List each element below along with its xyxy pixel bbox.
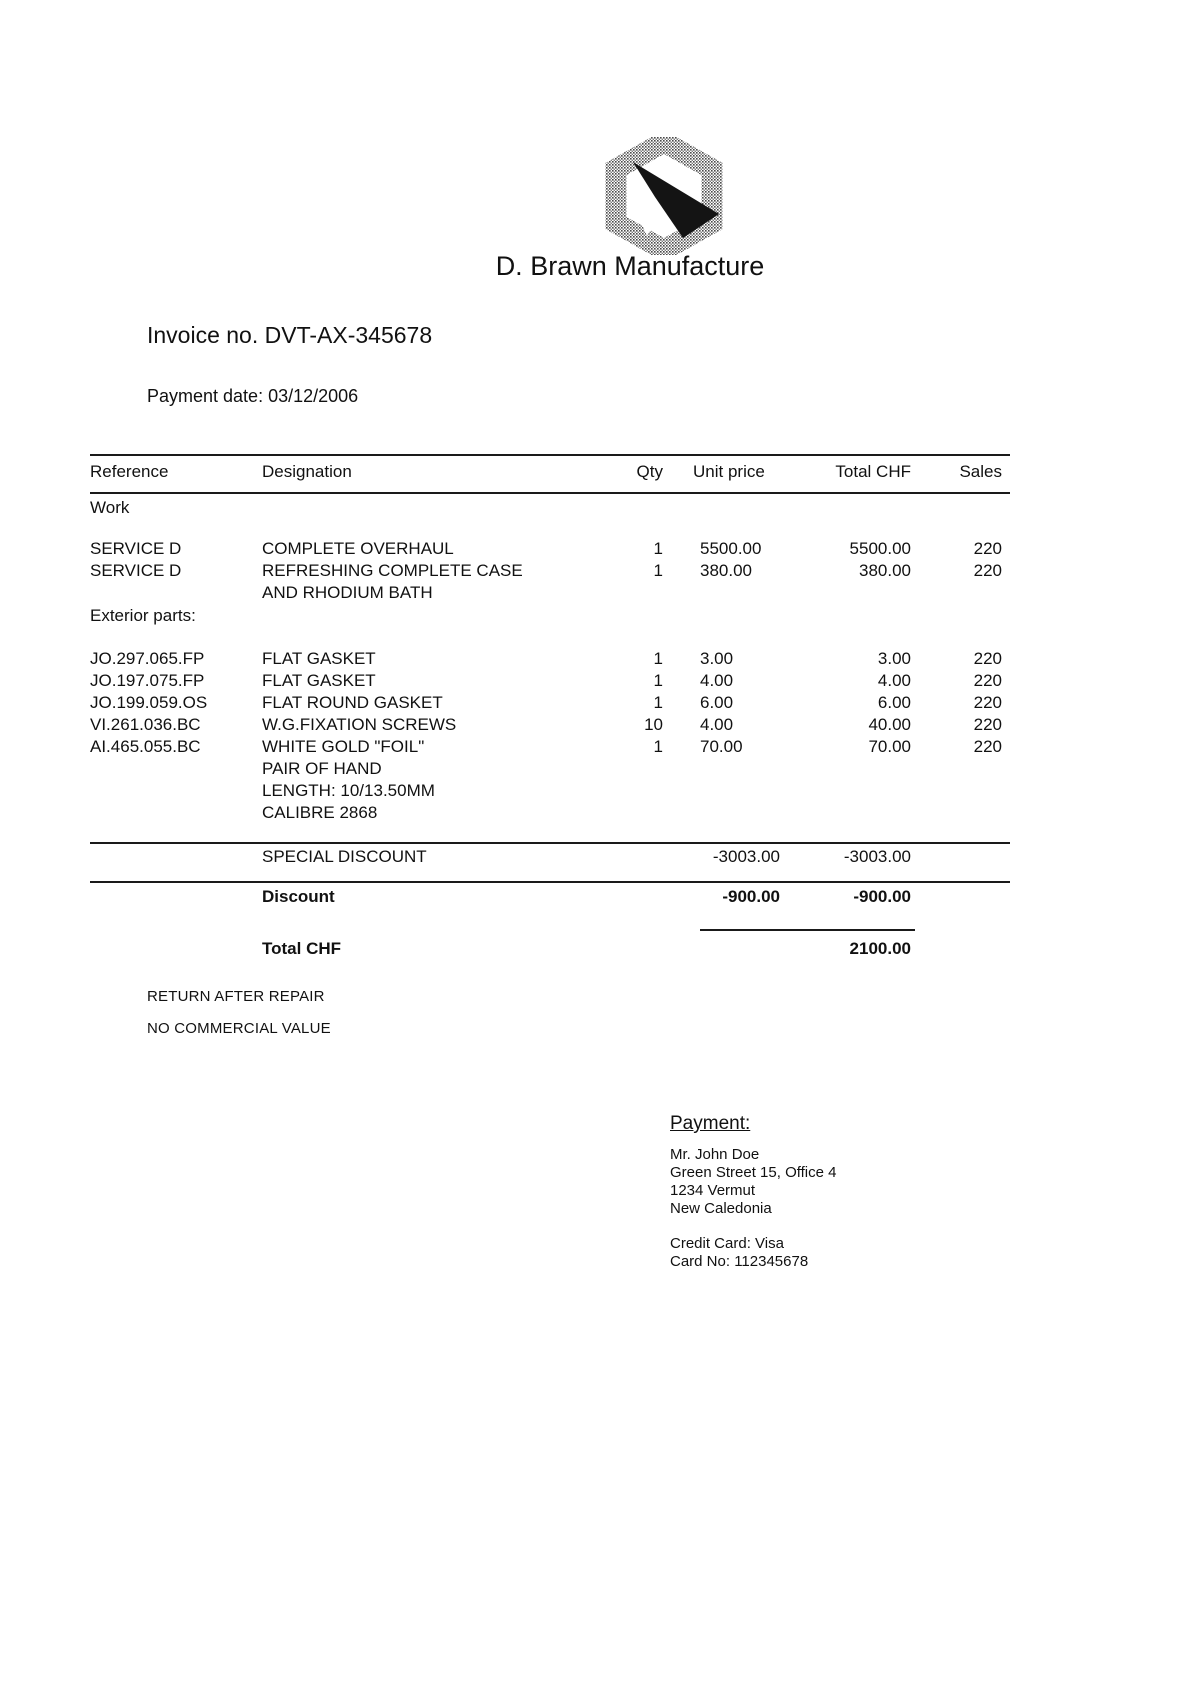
cell-total: 3.00 — [877, 649, 911, 668]
designation-line: FLAT GASKET — [262, 649, 376, 668]
cell-reference: AI.465.055.BC — [90, 737, 201, 756]
cell-reference: JO.197.075.FP — [90, 671, 205, 690]
table-row — [90, 736, 1010, 824]
cell-total: 70.00 — [868, 737, 911, 756]
payment-date: Payment date: 03/12/2006 — [147, 386, 359, 406]
cell-unit-price: 6.00 — [700, 693, 734, 712]
cell-reference: JO.297.065.FP — [90, 649, 205, 668]
exterior-parts-items — [90, 648, 1010, 824]
col-header-total-chf: Total CHF — [835, 462, 911, 481]
designation-line: FLAT GASKET — [262, 671, 376, 690]
spacer — [90, 939, 262, 959]
cell-sales: 220 — [973, 715, 1002, 734]
designation-line: FLAT ROUND GASKET — [262, 693, 443, 712]
designation-line: COMPLETE OVERHAUL — [262, 539, 454, 558]
cell-sales: 220 — [973, 561, 1002, 580]
cell-total: 380.00 — [859, 561, 911, 580]
cell-qty: 1 — [653, 737, 663, 756]
cell-reference: VI.261.036.BC — [90, 715, 201, 734]
total-label: SPECIAL DISCOUNT — [262, 847, 427, 866]
spacer — [90, 887, 262, 907]
notes — [147, 988, 331, 1038]
payment-address — [670, 1146, 836, 1218]
card-number-line: Card No: 112345678 — [670, 1253, 809, 1270]
col-header-qty: Qty — [636, 462, 663, 481]
table-row — [90, 648, 1010, 670]
cell-reference: SERVICE D — [90, 561, 182, 580]
cell-designation — [262, 560, 602, 604]
card-type-line: Credit Card: Visa — [670, 1235, 784, 1252]
company-logo-icon — [597, 137, 732, 255]
spacer — [915, 887, 1010, 907]
cell-qty: 1 — [653, 693, 663, 712]
cell-designation — [262, 736, 602, 824]
total-value: -3003.00 — [843, 847, 911, 866]
designation-line: WHITE GOLD "FOIL" — [262, 737, 425, 756]
cell-qty: 1 — [653, 561, 663, 580]
table-row — [90, 714, 1010, 736]
cell-sales: 220 — [973, 539, 1002, 558]
cell-qty: 1 — [653, 539, 663, 558]
cell-unit-price: 70.00 — [700, 737, 743, 756]
discount-row — [90, 883, 1010, 907]
total-label: Total CHF — [262, 939, 342, 958]
total-value: -900.00 — [853, 887, 911, 906]
section-title-exterior-parts: Exterior parts: — [90, 606, 196, 625]
grand-total-value: 2100.00 — [849, 939, 911, 958]
table-header-rule — [90, 492, 1010, 494]
company-logo — [597, 137, 732, 255]
cell-designation — [262, 714, 602, 736]
total-unit-value: -3003.00 — [712, 847, 780, 866]
cell-qty: 1 — [653, 671, 663, 690]
address-line: Green Street 15, Office 4 — [670, 1164, 837, 1181]
payment-title: Payment: — [670, 1113, 751, 1134]
note-no-commercial-value: NO COMMERCIAL VALUE — [147, 1020, 331, 1037]
designation-line: W.G.FIXATION SCREWS — [262, 715, 457, 734]
cell-total: 6.00 — [877, 693, 911, 712]
cell-designation — [262, 670, 602, 692]
total-label: Discount — [262, 887, 335, 906]
address-line: New Caledonia — [670, 1200, 772, 1217]
cell-qty: 10 — [644, 715, 663, 734]
cell-designation — [262, 648, 602, 670]
cell-total: 40.00 — [868, 715, 911, 734]
cell-unit-price: 3.00 — [700, 649, 734, 668]
work-items — [90, 538, 1010, 604]
cell-total: 4.00 — [877, 671, 911, 690]
section-title-work: Work — [90, 498, 130, 517]
grand-total-row — [90, 931, 1010, 959]
table-row — [90, 670, 1010, 692]
cell-reference: SERVICE D — [90, 539, 182, 558]
cell-sales: 220 — [973, 649, 1002, 668]
special-discount-row — [90, 844, 1010, 867]
note-return-after-repair: RETURN AFTER REPAIR — [147, 988, 325, 1005]
cell-sales: 220 — [973, 671, 1002, 690]
spacer — [602, 939, 780, 959]
designation-line: AND RHODIUM BATH — [262, 583, 433, 602]
designation-line: PAIR OF HAND — [262, 759, 382, 778]
line-items-table — [90, 454, 1010, 959]
cell-unit-price: 380.00 — [700, 561, 752, 580]
designation-line: REFRESHING COMPLETE CASE — [262, 561, 523, 580]
cell-sales: 220 — [973, 693, 1002, 712]
cell-total: 5500.00 — [849, 539, 911, 558]
cell-qty: 1 — [653, 649, 663, 668]
designation-line: LENGTH: 10/13.50MM — [262, 781, 435, 800]
designation-line: CALIBRE 2868 — [262, 803, 378, 822]
cell-unit-price: 4.00 — [700, 671, 734, 690]
cell-reference: JO.199.059.OS — [90, 693, 208, 712]
cell-sales: 220 — [973, 737, 1002, 756]
payment-card-info — [670, 1235, 836, 1271]
table-header-row — [90, 456, 1010, 482]
table-row — [90, 560, 1010, 604]
spacer — [90, 847, 262, 867]
cell-unit-price: 4.00 — [700, 715, 734, 734]
col-header-sales: Sales — [959, 462, 1002, 481]
table-row — [90, 538, 1010, 560]
total-unit-value: -900.00 — [722, 887, 780, 906]
address-line: Mr. John Doe — [670, 1146, 760, 1163]
invoice-number: Invoice no. DVT-AX-345678 — [147, 322, 433, 348]
col-header-unit-price: Unit price — [693, 462, 765, 481]
col-header-reference: Reference — [90, 462, 169, 481]
payment-section — [670, 1112, 836, 1271]
address-line: 1234 Vermut — [670, 1182, 756, 1199]
table-row — [90, 692, 1010, 714]
cell-designation — [262, 692, 602, 714]
cell-unit-price: 5500.00 — [700, 539, 762, 558]
col-header-designation: Designation — [262, 462, 352, 481]
company-name: D. Brawn Manufacture — [495, 251, 765, 281]
spacer — [915, 939, 1010, 959]
cell-designation — [262, 538, 602, 560]
spacer — [915, 847, 1010, 867]
